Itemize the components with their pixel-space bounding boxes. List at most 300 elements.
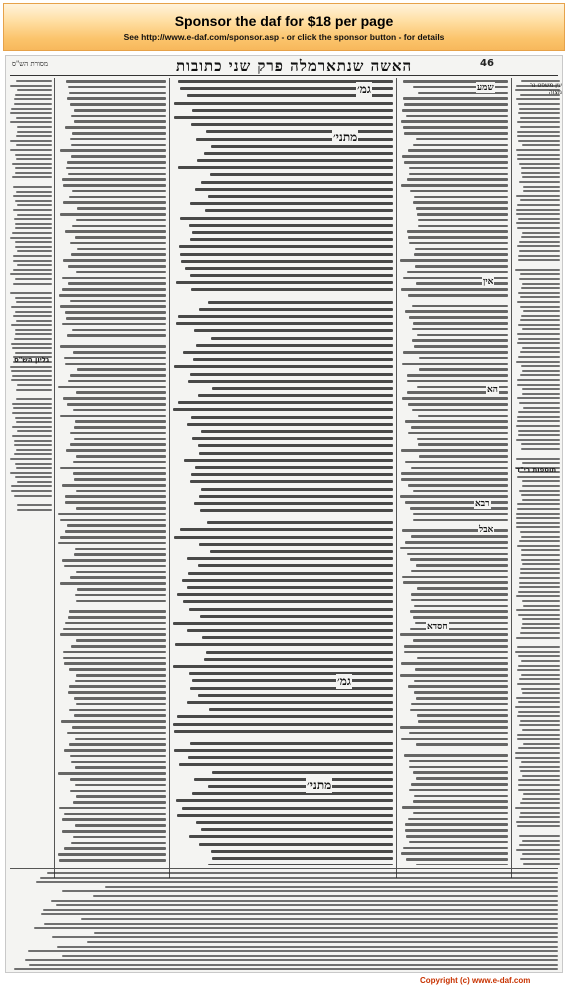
- text-line: [415, 265, 508, 268]
- text-line: [409, 316, 508, 319]
- text-line: [11, 485, 52, 487]
- text-line: [180, 253, 393, 256]
- text-line: [57, 946, 558, 948]
- text-line: [411, 467, 508, 470]
- text-line: [413, 490, 508, 493]
- text-line: [414, 795, 508, 798]
- text-line: [522, 480, 560, 482]
- text-line: [62, 890, 558, 892]
- text-line: [11, 343, 52, 345]
- text-line: [69, 196, 166, 199]
- text-line: [174, 102, 393, 105]
- text-line: [520, 319, 560, 321]
- text-line: [521, 536, 560, 538]
- text-line: [60, 149, 166, 152]
- text-line: [521, 688, 560, 690]
- text-line: [10, 85, 52, 87]
- text-line: [517, 227, 560, 229]
- sponsor-subtitle[interactable]: See http://www.e-daf.com/sponsor.asp - or click the sponsor button - for details: [123, 32, 445, 42]
- text-line: [51, 900, 558, 902]
- text-line: [516, 439, 560, 441]
- text-line: [12, 163, 52, 165]
- text-line: [400, 259, 508, 262]
- text-line: [401, 120, 508, 123]
- bottom-notes: [12, 872, 558, 970]
- text-line: [413, 771, 508, 774]
- text-line: [15, 154, 52, 156]
- text-line: [401, 288, 508, 291]
- text-line: [63, 259, 166, 262]
- text-line: [521, 674, 560, 676]
- text-line: [519, 724, 560, 726]
- text-line: [400, 726, 508, 729]
- text-line: [66, 80, 166, 83]
- text-line: [199, 495, 393, 498]
- text-line: [65, 126, 166, 129]
- text-line: [179, 763, 393, 766]
- text-line: [401, 738, 508, 741]
- gemara-heading: גמ׳: [337, 674, 351, 688]
- text-line: [69, 668, 166, 671]
- text-line: [174, 365, 393, 368]
- text-line: [200, 615, 393, 618]
- text-line: [190, 742, 393, 745]
- text-line: [17, 264, 52, 266]
- section-word: חסדא: [427, 622, 448, 632]
- text-line: [520, 572, 560, 574]
- text-line: [401, 472, 508, 475]
- divider: [169, 78, 170, 878]
- gloss-heading: גליון הש"ס: [14, 356, 50, 364]
- text-line: [14, 495, 52, 497]
- talmud-page: [5, 55, 563, 973]
- text-line: [77, 588, 166, 591]
- text-line: [416, 777, 508, 780]
- text-line: [210, 173, 393, 176]
- text-line: [192, 109, 393, 112]
- text-line: [176, 799, 393, 802]
- text-line: [405, 829, 508, 832]
- text-line: [67, 161, 166, 164]
- text-line: [418, 219, 508, 222]
- text-line: [10, 237, 52, 239]
- text-line: [405, 310, 508, 313]
- text-line: [518, 701, 560, 703]
- text-line: [192, 437, 393, 440]
- text-line: [523, 863, 560, 865]
- text-line: [12, 232, 52, 234]
- text-line: [58, 542, 166, 545]
- text-line: [410, 610, 508, 613]
- text-line: [517, 476, 560, 478]
- text-line: [520, 568, 560, 570]
- text-line: [410, 628, 508, 631]
- text-line: [405, 823, 508, 826]
- text-line: [413, 616, 508, 619]
- text-line: [187, 423, 393, 426]
- text-line: [10, 149, 52, 151]
- text-line: [41, 913, 558, 915]
- text-line: [521, 448, 560, 450]
- text-line: [204, 152, 393, 155]
- text-line: [74, 714, 166, 717]
- text-line: [404, 645, 508, 648]
- text-line: [208, 301, 393, 304]
- text-line: [404, 651, 508, 654]
- page-number: 46: [480, 58, 494, 69]
- text-line: [72, 329, 166, 332]
- text-line: [173, 723, 393, 726]
- text-line: [189, 608, 393, 611]
- text-line: [105, 886, 558, 888]
- text-line: [75, 680, 166, 683]
- text-line: [517, 204, 560, 206]
- text-line: [411, 426, 508, 429]
- text-line: [71, 155, 166, 158]
- text-line: [58, 853, 166, 856]
- text-line: [516, 209, 560, 211]
- text-line: [212, 857, 393, 860]
- text-line: [521, 627, 560, 629]
- text-line: [519, 582, 560, 584]
- text-line: [521, 559, 560, 561]
- text-line: [402, 806, 508, 809]
- text-line: [174, 536, 393, 539]
- text-line: [522, 798, 560, 800]
- text-line: [17, 504, 52, 506]
- text-line: [403, 351, 508, 354]
- text-line: [516, 458, 560, 460]
- text-line: [522, 283, 560, 285]
- text-line: [68, 282, 166, 285]
- text-line: [191, 416, 393, 419]
- text-line: [401, 449, 508, 452]
- text-line: [70, 443, 166, 446]
- text-line: [516, 149, 560, 151]
- text-line: [15, 200, 52, 202]
- text-line: [76, 507, 166, 510]
- text-line: [409, 766, 508, 769]
- text-line: [15, 329, 52, 331]
- text-line: [517, 384, 560, 386]
- sponsor-title[interactable]: Sponsor the daf for $18 per page: [174, 13, 394, 29]
- text-line: [76, 391, 166, 394]
- sponsor-banner[interactable]: [3, 3, 565, 51]
- text-line: [518, 789, 560, 791]
- text-line: [10, 140, 52, 142]
- text-line: [69, 92, 166, 95]
- text-line: [408, 403, 508, 406]
- text-line: [74, 553, 166, 556]
- text-line: [416, 743, 508, 746]
- text-line: [13, 186, 52, 188]
- text-line: [517, 738, 560, 740]
- text-line: [65, 311, 166, 314]
- text-line: [74, 478, 166, 481]
- text-line: [515, 807, 560, 809]
- text-line: [519, 108, 560, 110]
- text-line: [11, 306, 52, 308]
- text-line: [62, 559, 166, 562]
- text-line: [403, 581, 508, 584]
- text-line: [199, 843, 393, 846]
- text-line: [63, 657, 166, 660]
- text-line: [519, 181, 560, 183]
- text-line: [413, 144, 508, 147]
- copyright-link[interactable]: Copyright (c) www.e-daf.com: [420, 976, 531, 985]
- section-word: שמע: [477, 83, 494, 93]
- text-line: [199, 308, 393, 311]
- text-line: [194, 329, 393, 332]
- text-line: [47, 872, 558, 874]
- text-line: [76, 571, 166, 574]
- text-line: [68, 265, 166, 268]
- text-line: [71, 842, 166, 845]
- text-line: [72, 190, 166, 193]
- text-line: [72, 225, 166, 228]
- text-line: [519, 586, 560, 588]
- text-line: [17, 481, 52, 483]
- text-line: [13, 255, 52, 257]
- text-line: [405, 541, 508, 544]
- text-line: [10, 273, 52, 275]
- text-line: [198, 564, 393, 567]
- text-line: [12, 412, 52, 414]
- text-line: [64, 813, 166, 816]
- text-line: [517, 825, 560, 827]
- text-line: [412, 409, 508, 412]
- text-line: [404, 754, 508, 757]
- text-line: [191, 288, 393, 291]
- text-line: [406, 858, 508, 861]
- text-line: [187, 557, 393, 560]
- text-line: [518, 411, 560, 413]
- text-line: [16, 191, 52, 193]
- text-line: [400, 495, 508, 498]
- text-line: [207, 521, 393, 524]
- text-line: [15, 311, 52, 313]
- text-line: [12, 176, 52, 178]
- text-line: [403, 97, 508, 100]
- text-line: [520, 802, 560, 804]
- text-line: [409, 173, 508, 176]
- text-line: [68, 616, 166, 619]
- text-line: [70, 432, 166, 435]
- text-line: [15, 246, 52, 248]
- text-line: [65, 501, 166, 504]
- text-line: [76, 490, 166, 493]
- text-line: [199, 543, 393, 546]
- text-line: [412, 328, 508, 331]
- text-line: [16, 398, 52, 400]
- text-line: [60, 305, 166, 308]
- text-line: [210, 550, 393, 553]
- text-line: [64, 357, 166, 360]
- text-line: [522, 623, 560, 625]
- text-line: [190, 480, 393, 483]
- text-line: [518, 655, 560, 657]
- text-line: [518, 591, 560, 593]
- text-line: [15, 297, 52, 299]
- text-line: [63, 397, 166, 400]
- text-line: [208, 785, 393, 788]
- text-line: [178, 401, 393, 404]
- divider: [54, 78, 55, 878]
- mishnah-heading: מתני׳: [333, 130, 358, 144]
- text-line: [70, 755, 166, 758]
- margin-title: מסורת הש"ס: [12, 60, 49, 68]
- text-line: [16, 117, 52, 119]
- text-line: [515, 651, 560, 653]
- text-line: [517, 420, 560, 422]
- text-line: [414, 691, 508, 694]
- text-line: [518, 665, 560, 667]
- text-line: [12, 347, 52, 349]
- text-line: [518, 338, 560, 340]
- text-line: [408, 818, 508, 821]
- text-line: [73, 801, 166, 804]
- text-line: [77, 248, 166, 251]
- text-line: [65, 230, 166, 233]
- text-line: [417, 438, 508, 441]
- text-line: [518, 614, 560, 616]
- text-line: [74, 120, 166, 123]
- text-line: [75, 548, 166, 551]
- text-line: [522, 618, 560, 620]
- text-line: [72, 726, 166, 729]
- text-line: [519, 241, 560, 243]
- text-line: [71, 761, 166, 764]
- text-line: [66, 167, 166, 170]
- text-line: [188, 380, 393, 383]
- text-line: [521, 172, 560, 174]
- text-line: [411, 570, 508, 573]
- text-line: [74, 426, 166, 429]
- text-line: [409, 760, 508, 763]
- text-line: [410, 190, 508, 193]
- text-line: [414, 196, 508, 199]
- text-line: [13, 195, 52, 197]
- text-line: [13, 209, 52, 211]
- text-line: [74, 697, 166, 700]
- text-line: [202, 636, 393, 639]
- text-line: [182, 579, 393, 582]
- text-line: [178, 315, 393, 318]
- text-line: [94, 932, 558, 934]
- text-line: [404, 161, 508, 164]
- text-line: [192, 792, 393, 795]
- text-line: [75, 236, 166, 239]
- text-line: [516, 595, 560, 597]
- text-line: [76, 703, 166, 706]
- text-line: [520, 374, 560, 376]
- section-word: אבל: [479, 525, 494, 535]
- text-line: [414, 345, 508, 348]
- text-line: [12, 375, 52, 377]
- rashi-column: [400, 80, 508, 865]
- text-line: [70, 103, 166, 106]
- text-line: [516, 821, 560, 823]
- text-line: [518, 747, 560, 749]
- text-line: [198, 394, 393, 397]
- text-line: [516, 222, 560, 224]
- text-line: [60, 536, 166, 539]
- text-line: [60, 582, 166, 585]
- text-line: [71, 253, 166, 256]
- text-line: [16, 421, 52, 423]
- text-line: [412, 339, 508, 342]
- text-line: [60, 519, 166, 522]
- text-line: [408, 432, 508, 435]
- text-line: [411, 593, 508, 596]
- text-line: [516, 213, 560, 215]
- text-line: [93, 895, 558, 897]
- text-line: [69, 685, 166, 688]
- text-line: [415, 248, 508, 251]
- text-line: [196, 344, 393, 347]
- text-line: [75, 766, 166, 769]
- text-line: [15, 417, 52, 419]
- text-line: [180, 217, 393, 220]
- text-line: [75, 824, 166, 827]
- text-line: [73, 409, 166, 412]
- text-line: [63, 651, 166, 654]
- text-line: [62, 484, 166, 487]
- text-line: [517, 646, 560, 648]
- text-line: [15, 223, 52, 225]
- text-line: [411, 535, 508, 538]
- text-line: [401, 184, 508, 187]
- text-line: [518, 356, 560, 358]
- text-line: [413, 513, 508, 516]
- text-line: [70, 576, 166, 579]
- text-line: [13, 315, 52, 317]
- text-line: [17, 131, 52, 133]
- text-line: [63, 201, 166, 204]
- text-line: [16, 80, 52, 82]
- text-line: [67, 524, 166, 527]
- text-line: [63, 628, 166, 631]
- text-line: [191, 473, 393, 476]
- text-line: [76, 795, 166, 798]
- text-line: [522, 600, 560, 602]
- text-line: [414, 605, 508, 608]
- text-line: [521, 761, 560, 763]
- text-line: [10, 112, 52, 114]
- text-line: [61, 720, 166, 723]
- text-line: [17, 214, 52, 216]
- text-line: [182, 807, 393, 810]
- text-line: [515, 752, 560, 754]
- text-line: [413, 812, 508, 815]
- text-line: [419, 455, 508, 458]
- text-line: [62, 955, 558, 957]
- text-line: [521, 443, 560, 445]
- text-line: [69, 743, 166, 746]
- text-line: [517, 683, 560, 685]
- text-line: [14, 453, 52, 455]
- gemara-column: [173, 80, 393, 865]
- text-line: [15, 94, 52, 96]
- text-line: [518, 255, 560, 257]
- text-line: [76, 219, 166, 222]
- text-line: [409, 841, 508, 844]
- text-line: [416, 564, 508, 567]
- text-line: [62, 288, 166, 291]
- text-line: [15, 278, 52, 280]
- text-line: [520, 273, 560, 275]
- text-line: [73, 351, 166, 354]
